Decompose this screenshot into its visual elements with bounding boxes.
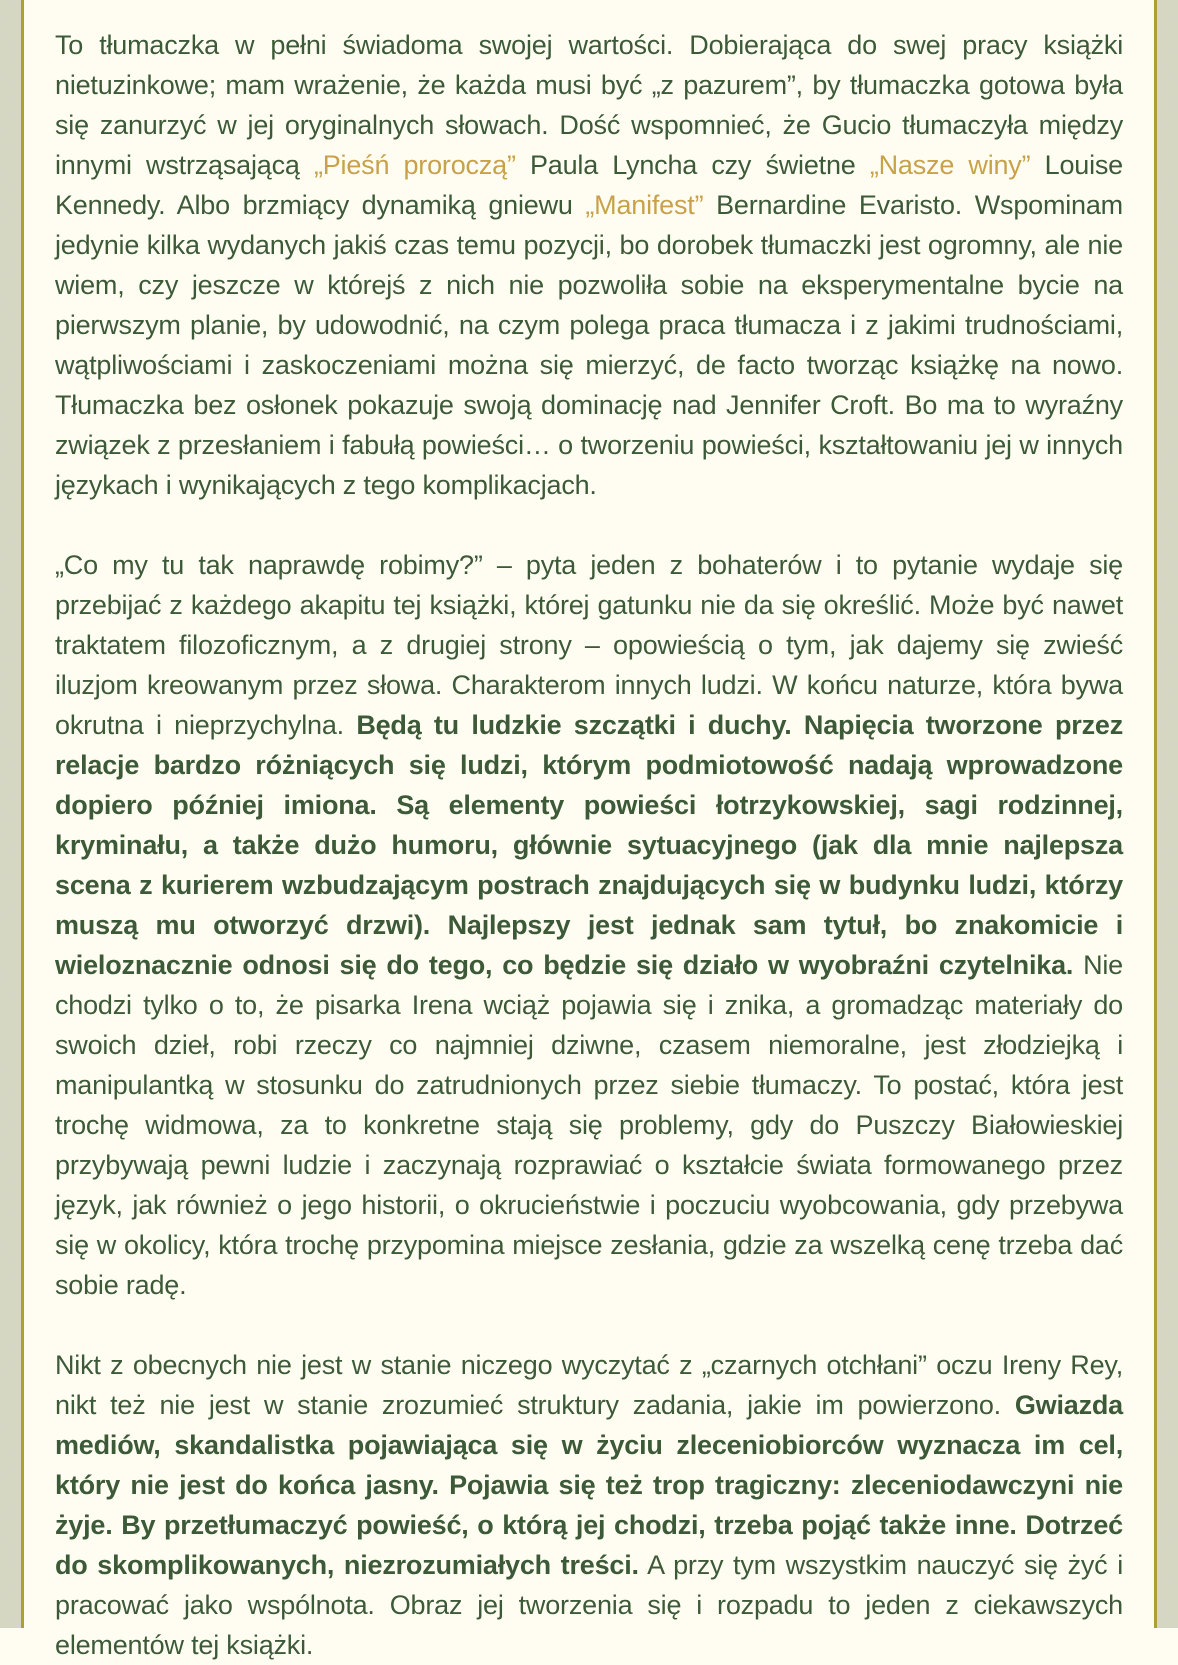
body-text: Louise Kennedy. Albo brzmiący dynamiką gniewu: [55, 150, 1123, 220]
article-paragraph: [55, 25, 1123, 505]
book-title-link[interactable]: „Manifest”: [585, 190, 704, 220]
body-text: Bernardine Evaristo. Wspominam jedynie kilka wydanych jakiś czas temu pozycji, bo dorobek tłumaczki jest ogromny, ale nie wiem, czy jeszcze w którejś z nich nie pozwoliła sobie na eksperymentalne bycie na pierwszym planie, by udowodnić, na czym polega praca tłumacza i z jakimi trudnościami, wątpliwościami i zaskoczeniami można się mierzyć, de facto tworząc książkę na nowo. Tłumaczka bez osłonek pokazuje swoją dominację nad Jennifer Croft. Bo ma to wyraźny związek z przesłaniem i fabułą powieści… o tworzeniu powieści, kształtowaniu jej w innych językach i wynikających z tego komplikacjach.: [55, 190, 1123, 500]
article-content: [24, 0, 1154, 1660]
article-body: [55, 25, 1123, 1665]
body-text: A przy tym wszystkim nauczyć się żyć i pracować jako wspólnota. Obraz jej tworzenia się i rozpadu to jeden z ciekawszych elementów tej książki.: [55, 1550, 1123, 1660]
right-texture-strip: [1157, 0, 1178, 1628]
book-title-link[interactable]: „Pieśń proroczą”: [313, 150, 516, 180]
article-paragraph: [55, 1345, 1123, 1665]
body-text: Nie chodzi tylko o to, że pisarka Irena wciąż pojawia się i znika, a gromadząc materiały do swoich dzieł, robi rzeczy co najmniej dziwne, czasem niemoralne, jest złodziejką i manipulantką w stosunku do zatrudnionych przez siebie tłumaczy. To postać, która jest trochę widmowa, za to konkretne stają się problemy, gdy do Puszczy Białowieskiej przybywają pewni ludzie i zaczynają rozprawiać o kształcie świata formowanego przez język, jak również o jego historii, o okrucieństwie i poczuciu wyobcowania, gdy przebywa się w okolicy, która trochę przypomina miejsce zesłania, gdzie za wszelką cenę trzeba dać sobie radę.: [55, 950, 1123, 1300]
bold-text: Będą tu ludzkie szczątki i duchy. Napięcia tworzone przez relacje bardzo różniących się ludzi, którym podmiotowość nadają wprowadzone dopiero później imiona. Są elementy powieści łotrzykowskiej, sagi rodzinnej, kryminału, a także dużo humoru, głównie sytuacyjnego (jak dla mnie najlepsza scena z kurierem wzbudzającym postrach znajdujących się w budynku ludzi, którzy muszą mu otworzyć drzwi). Najlepszy jest jednak sam tytuł, bo znakomicie i wieloznacznie odnosi się do tego, co będzie się działo w wyobraźni czytelnika.: [55, 710, 1123, 980]
left-texture-strip: [0, 0, 21, 1628]
book-title-link[interactable]: „Nasze winy”: [869, 150, 1031, 180]
right-border-line: [1154, 0, 1157, 1628]
article-paragraph: [55, 545, 1123, 1305]
bold-text: Gwiazda mediów, skandalistka pojawiająca się w życiu zleceniobiorców wyznacza im cel, który nie jest do końca jasny. Pojawia się też trop tragiczny: zleceniodawczyni nie żyje. By przetłumaczyć powieść, o którą jej chodzi, trzeba pojąć także inne. Dotrzeć do skomplikowanych, niezrozumiałych treści.: [55, 1390, 1123, 1580]
body-text: „Co my tu tak naprawdę robimy?” – pyta jeden z bohaterów i to pytanie wydaje się przebijać z każdego akapitu tej książki, której gatunku nie da się określić. Może być nawet traktatem filozoficznym, a z drugiej strony – opowieścią o tym, jak dajemy się zwieść iluzjom kreowanym przez słowa. Charakterom innych ludzi. W końcu naturze, która bywa okrutna i nieprzychylna.: [55, 550, 1123, 740]
body-text: Nikt z obecnych nie jest w stanie niczego wyczytać z „czarnych otchłani” oczu Ireny Rey, nikt też nie jest w stanie zrozumieć struktury zadania, jakie im powierzono.: [55, 1350, 1123, 1420]
body-text: To tłumaczka w pełni świadoma swojej wartości. Dobierająca do swej pracy książki nietuzinkowe; mam wrażenie, że każda musi być „z pazurem”, by tłumaczka gotowa była się zanurzyć w jej oryginalnych słowach. Dość wspomnieć, że Gucio tłumaczyła między innymi wstrząsającą: [55, 30, 1123, 180]
body-text: Paula Lyncha czy świetne: [515, 150, 870, 180]
